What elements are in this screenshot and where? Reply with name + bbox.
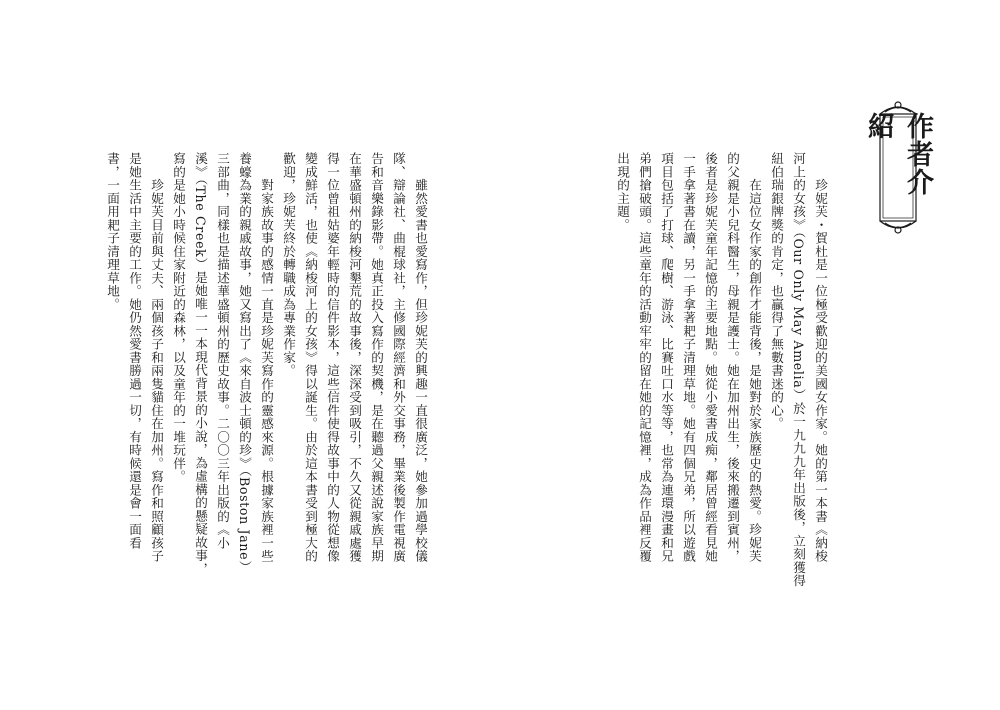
text-column: 一手拿著書在讀，另一手拿著耙子清理草地。她有四個兄弟，所以遊戲 — [681, 152, 696, 563]
text-column: 的父親是小兒科醫生，母親是護士。她在加州出生，後來搬遷到賓州， — [725, 152, 740, 563]
text-column: 歡迎，珍妮芙終於轉職成為專業作家。 — [281, 152, 296, 378]
text-column: 隊、辯論社、曲棍球社，主修國際經濟和外交事務，畢業後製作電視廣 — [391, 152, 406, 563]
text-column: 得一位曾祖姑婆年輕時的信件影本，這些信件使得故事中的人物從想像 — [325, 152, 340, 563]
text-column: 在華盛頓州的納梭河墾荒的故事後，深深受到吸引，不久又從親戚處獲 — [347, 152, 362, 563]
text-column: 弟們搶破頭。這些童年的活動牢牢的留在她的記憶裡，成為作品裡反覆 — [637, 152, 652, 563]
text-column: 珍妮芙・賀杜是一位極受歡迎的美國女作家。她的第一本書《納梭 — [813, 152, 828, 563]
text-column: 溪》（The Creek）是她唯一一本現代背景的小說，為虛構的懸疑故事， — [193, 152, 208, 576]
text-column: 養蠔為業的親戚故事，她又寫出了《來自波士頓的珍》（Boston Jane） — [237, 152, 252, 574]
text-column: 後者是珍妮芙童年記憶的主要地點。她從小愛書成痴，鄰居曾經看見她 — [703, 152, 718, 563]
text-column: 對家族故事的感情一直是珍妮芙寫作的靈感來源。根據家族裡一些 — [259, 152, 274, 563]
text-column: 紐伯瑞銀牌獎的肯定，也贏得了無數書迷的心。 — [769, 152, 784, 431]
text-column: 河上的女孩》（Our Only May Amelia）於一九九九年出版後，立刻獲得 — [791, 152, 806, 588]
text-column: 出現的主題。 — [615, 152, 630, 232]
text-column: 是她生活中主要的工作。她仍然愛書勝過一切，有時候還是會一面看 — [127, 152, 142, 550]
text-column: 三部曲，同樣也是描述華盛頓州的歷史故事。二〇〇三年出版的《小 — [215, 152, 230, 550]
text-column: 在這位女作家的創作才能背後，是她對於家族歷史的熱愛。珍妮芙 — [747, 152, 762, 563]
text-column: 雖然愛書也愛寫作，但珍妮芙的興趣一直很廣泛，她參加過學校儀 — [413, 152, 428, 563]
text-column: 告和音樂錄影帶。她真正投入寫作的契機，是在聽過父親述說家族早期 — [369, 152, 384, 563]
text-column: 項目包括了打球、爬樹、游泳、比賽吐口水等等，也常為連環漫畫和兄 — [659, 152, 674, 563]
text-column: 珍妮芙目前與丈夫、兩個孩子和兩隻貓住在加州。寫作和照顧孩子 — [149, 152, 164, 563]
section-title-box — [863, 100, 933, 235]
page-title: 作者介紹 — [863, 112, 933, 196]
text-column: 變成鮮活，也使《納梭河上的女孩》得以誕生。由於這本書受到極大的 — [303, 152, 318, 563]
text-column: 書，一面用耙子清理草地。 — [105, 152, 120, 311]
text-column: 寫的是她小時候住家附近的森林，以及童年的一堆玩伴。 — [171, 152, 186, 484]
